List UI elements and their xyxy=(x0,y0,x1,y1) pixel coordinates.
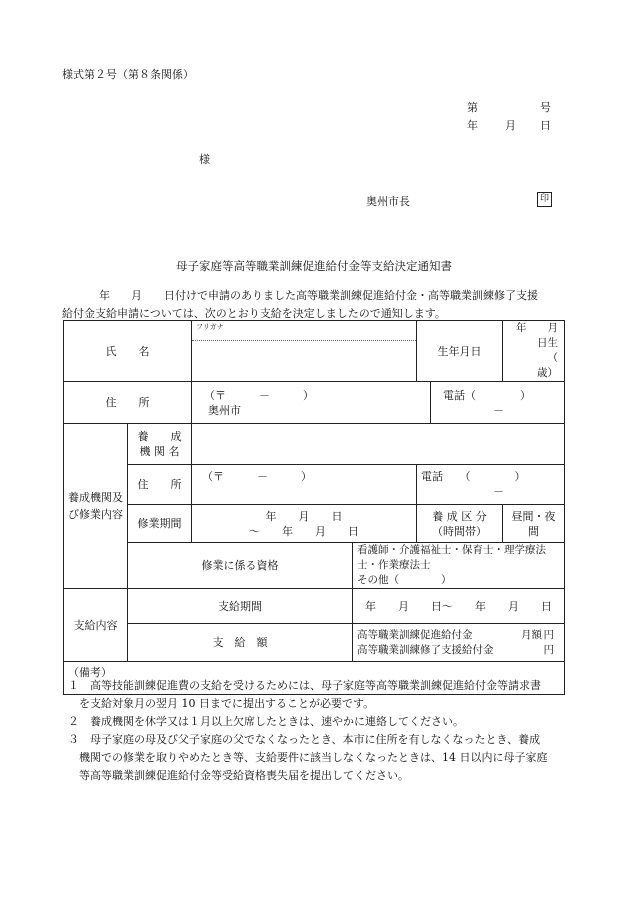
pay-item-2-yen: 円 xyxy=(543,643,554,656)
header-hi: 日 xyxy=(540,119,551,132)
intro-year: 年 xyxy=(99,289,110,302)
remarks-label: （備考） xyxy=(68,666,112,679)
phone-dash: － xyxy=(493,403,504,417)
furigana-label: フリガナ xyxy=(192,321,416,341)
note-3-line-3: 等高等職業訓練促進給付金等受給資格喪失届を提出してください。 xyxy=(68,769,409,782)
institution-name-label xyxy=(128,424,192,465)
name-input[interactable] xyxy=(192,341,416,365)
note-2: ２ 養成機関を休学又は１月以上欠席したときは、速やかに連絡してください。 xyxy=(68,715,464,728)
period-start: 年 月 日 xyxy=(265,509,343,523)
address-cell[interactable] xyxy=(192,382,431,424)
pay-item-1-label: 高等職業訓練促進給付金 xyxy=(357,628,473,641)
note-1-line-1: １ 高等技能訓練促進費の支給を受けるためには、母子家庭等高等職業訓練促進給付金等請求書 xyxy=(68,679,541,692)
institution-section-label: 養成機関及び修業内容 xyxy=(64,424,128,589)
pay-item-1 xyxy=(357,628,560,643)
seal-mark: 印 xyxy=(537,192,552,207)
payment-label: 支給内容 xyxy=(64,589,128,662)
application-form-table xyxy=(63,320,590,695)
intro-month: 月 xyxy=(131,289,142,302)
address-label: 住 所 xyxy=(64,382,192,424)
pay-amount-value[interactable] xyxy=(353,624,565,662)
institution-phone-text: 電話 （ ） xyxy=(421,470,526,483)
period-value[interactable] xyxy=(192,505,417,543)
birth-date-text: 年 月 日生 xyxy=(516,322,579,349)
institution-name-label-1: 養 成 xyxy=(137,430,182,443)
header-nen: 年 xyxy=(467,119,478,132)
period-label: 修業期間 xyxy=(128,505,192,543)
institution-address-label: 住 所 xyxy=(128,465,192,505)
birth-age-text: （ 歳） xyxy=(537,352,590,379)
name-cell xyxy=(192,321,417,382)
pay-item-1-yen: 円 xyxy=(543,628,554,641)
division-label xyxy=(417,505,503,543)
header-tsuki: 月 xyxy=(505,119,516,132)
birth-value[interactable] xyxy=(503,321,590,382)
pay-item-2 xyxy=(357,643,560,658)
pay-period-label: 支給期間 xyxy=(128,589,353,624)
recipient-sama: 様 xyxy=(199,153,210,166)
institution-phone-cell[interactable] xyxy=(417,465,565,505)
header-go: 号 xyxy=(540,101,551,114)
document-title: 母子家庭等高等職業訓練促進給付金等支給決定通知書 xyxy=(176,259,452,273)
phone-cell[interactable] xyxy=(431,382,565,424)
qualification-line-1: 看護師・介護福祉士・保育士・理学療法士・作業療法士 xyxy=(357,544,546,571)
pay-amount-label: 支 給 額 xyxy=(128,624,353,662)
institution-zip: （〒 － ） xyxy=(202,470,312,483)
institution-name-label-2: 機 関 名 xyxy=(139,445,180,458)
division-label-2: （時間帯） xyxy=(432,524,487,538)
institution-phone-dash: － xyxy=(493,485,504,498)
intro-text-2: 給付金支給申請については、次のとおり支給を決定しましたので通知します。 xyxy=(62,307,446,320)
note-3-line-2: 機関での修業を取りやめたとき等、支給要件に該当しなくなったときは、14 日以内に母子家庭 xyxy=(68,751,548,764)
address-zip: （〒 － ） xyxy=(204,388,314,402)
division-label-1: 養 成 区 分 xyxy=(432,509,487,523)
birth-label: 生年月日 xyxy=(417,321,503,382)
qualification-options[interactable] xyxy=(353,543,565,589)
institution-address-cell[interactable] xyxy=(192,465,417,505)
issuer-name: 奥州市長 xyxy=(366,195,410,208)
pay-item-2-label: 高等職業訓練修了支援給付金 xyxy=(357,643,494,656)
address-city: 奥州市 xyxy=(208,403,241,417)
name-label: 氏 名 xyxy=(64,321,192,382)
qualification-line-2: その他（ ） xyxy=(357,574,452,586)
note-3-line-1: ３ 母子家庭の母及び父子家庭の父でなくなったとき、本市に住所を有しなくなったとき、養成 xyxy=(68,733,541,746)
pay-period-value[interactable]: 年 月 日～ 年 月 日 xyxy=(353,589,565,624)
institution-name-input[interactable] xyxy=(192,424,565,465)
form-number: 様式第２号（第８条関係） xyxy=(62,68,194,81)
intro-text-1: 日付けで申請のありました高等職業訓練促進給付金・高等職業訓練修了支援 xyxy=(164,289,538,302)
qualification-label: 修業に係る資格 xyxy=(128,543,353,589)
division-value[interactable]: 昼間・夜間 xyxy=(503,505,565,543)
pay-item-1-monthly: 月額 xyxy=(521,628,542,641)
header-dai: 第 xyxy=(467,101,478,114)
note-1-line-2: を支給対象月の翌月 10 日までに提出することが必要です。 xyxy=(68,697,375,710)
period-end: ～ 年 月 日 xyxy=(249,524,359,538)
phone-text: 電話（ ） xyxy=(443,388,531,402)
